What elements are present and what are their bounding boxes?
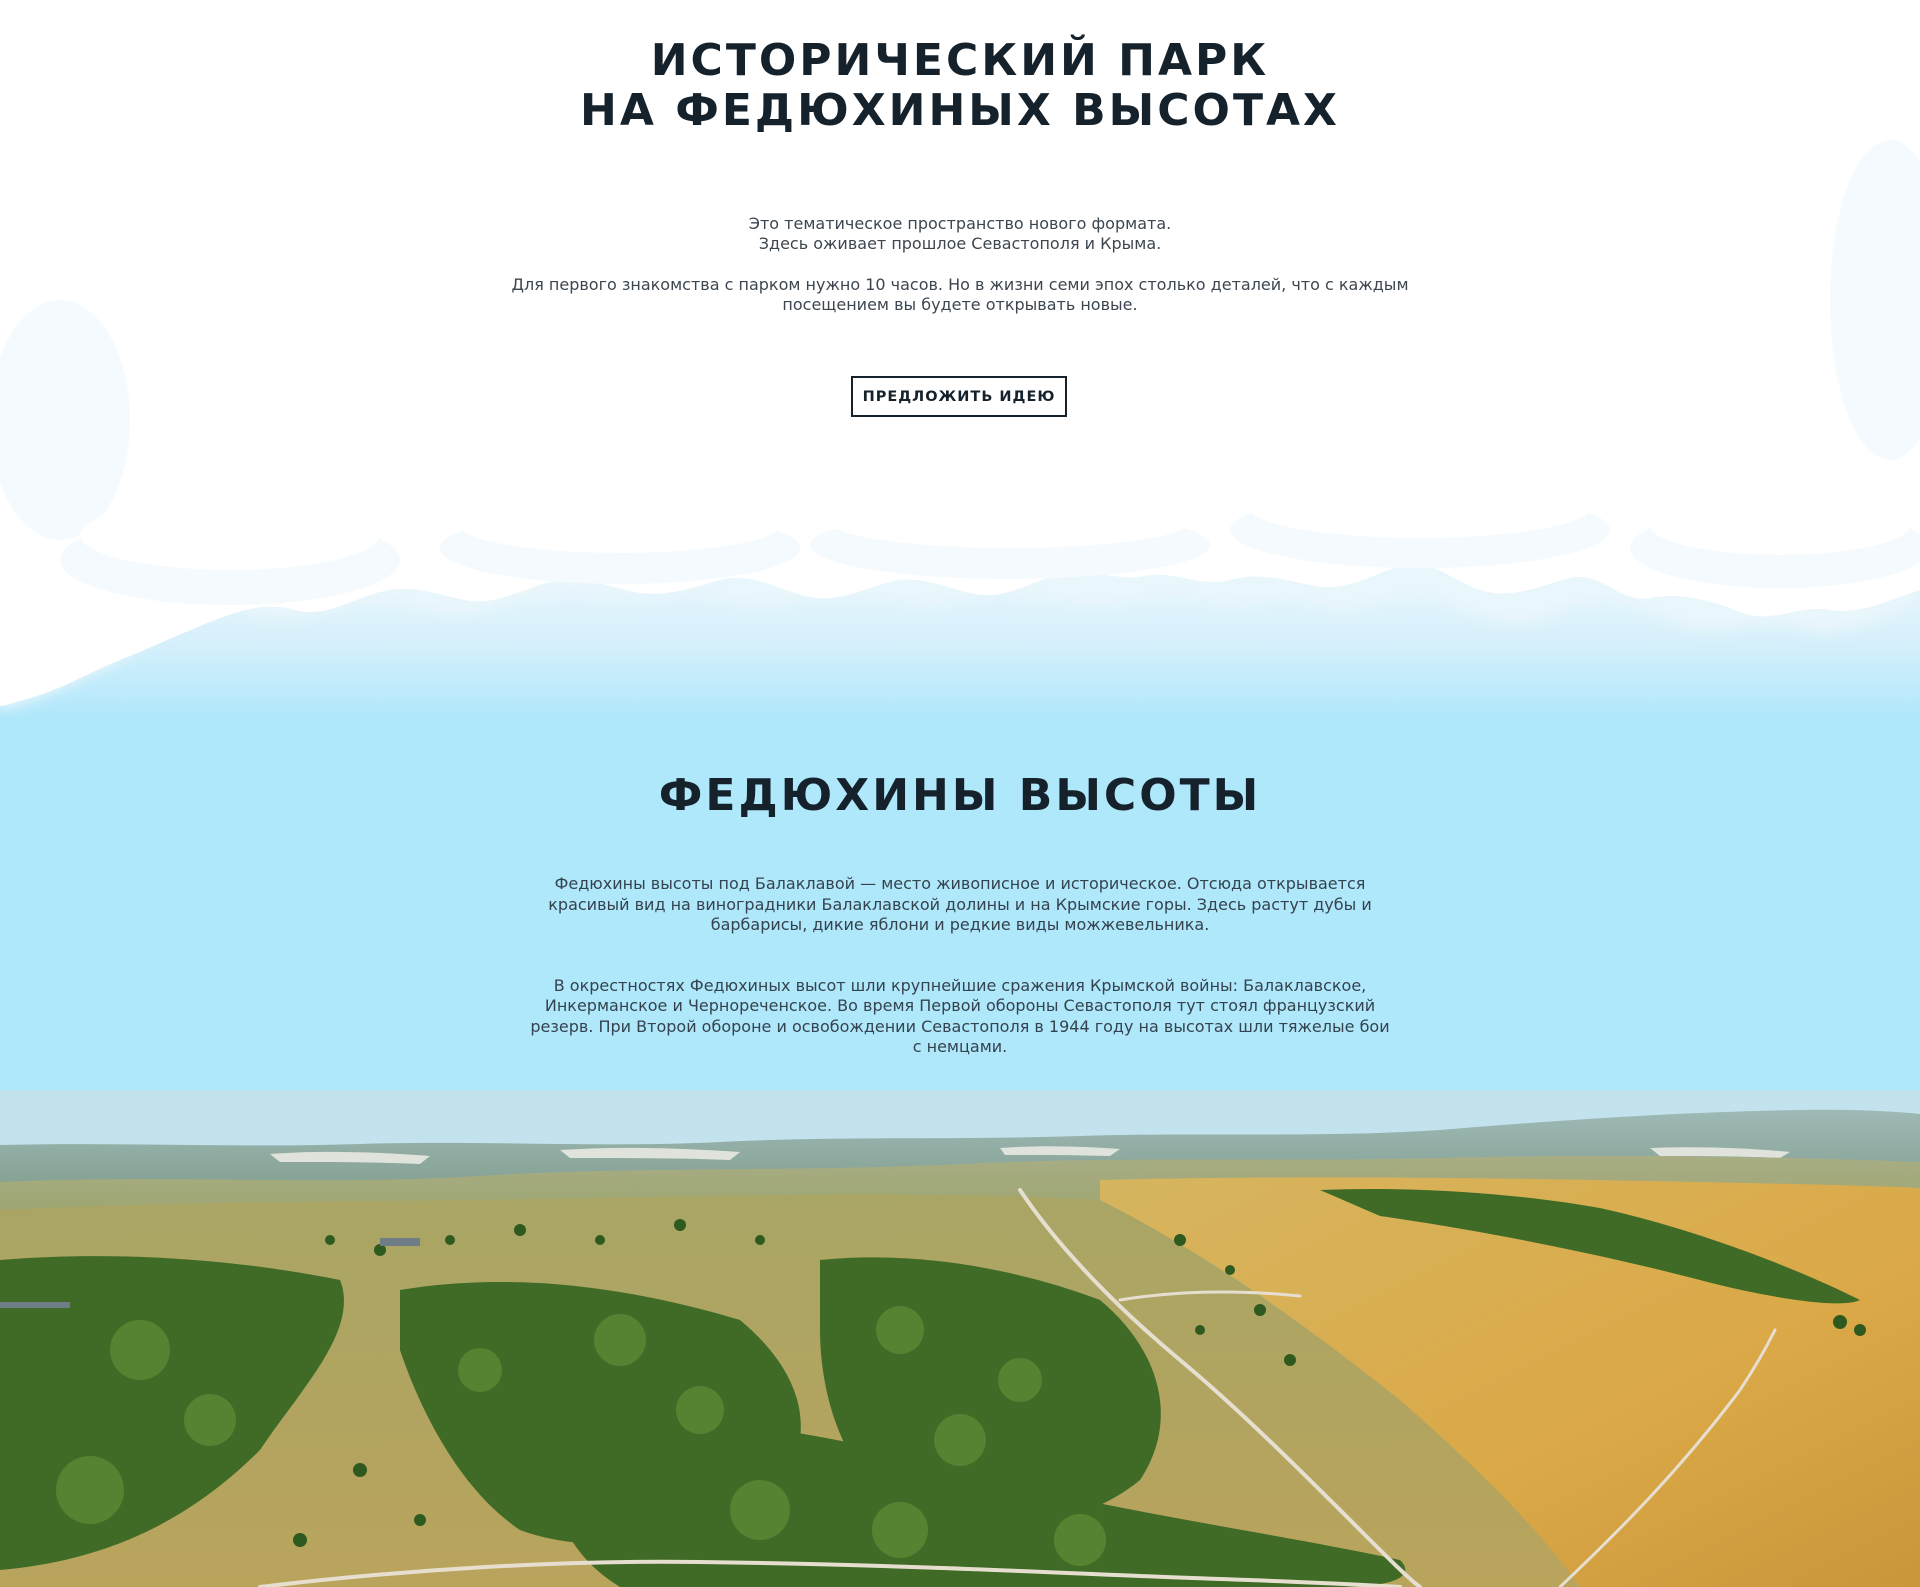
landscape-image bbox=[0, 1090, 1920, 1587]
suggest-idea-button[interactable]: ПРЕДЛОЖИТЬ ИДЕЮ bbox=[851, 376, 1067, 417]
section-description bbox=[520, 874, 1400, 1098]
hero-title bbox=[0, 36, 1920, 136]
hero-paragraph-2-line-1: Для первого знакомства с парком нужно 10 часов. Но в жизни семи эпох столько деталей, что с каждым bbox=[511, 275, 1409, 294]
hero-paragraph-1 bbox=[460, 214, 1460, 254]
section-paragraph-1 bbox=[520, 874, 1400, 936]
hero-title-line-1: ИСТОРИЧЕСКИЙ ПАРК bbox=[650, 35, 1270, 86]
section-paragraph-1-line-1: Федюхины высоты под Балаклавой — место живописное и историческое. Отсюда открывается bbox=[554, 874, 1366, 893]
hero-description bbox=[460, 214, 1460, 336]
section-paragraph-2 bbox=[520, 976, 1400, 1058]
section-title: ФЕДЮХИНЫ ВЫСОТЫ bbox=[658, 770, 1262, 821]
hero-title-line-2: НА ФЕДЮХИНЫХ ВЫСОТАХ bbox=[580, 85, 1340, 136]
hero-paragraph-1-line-1: Это тематическое пространство нового формата. bbox=[748, 214, 1172, 233]
hero-paragraph-2 bbox=[460, 275, 1460, 315]
section-paragraph-1-line-2: красивый вид на виноградники Балаклавской долины и на Крымские горы. Здесь растут дубы и bbox=[548, 894, 1372, 914]
section-paragraph-2-line-4: с немцами. bbox=[912, 1037, 1008, 1056]
section-paragraph-2-line-3: резерв. При Второй обороне и освобождении Севастополя в 1944 году на высотах шли тяжелые бои bbox=[530, 1016, 1390, 1036]
hero-paragraph-2-line-2: посещением вы будете открывать новые. bbox=[782, 295, 1138, 314]
hero-paragraph-1-line-2: Здесь оживает прошлое Севастополя и Крыма. bbox=[758, 234, 1162, 253]
section-paragraph-1-line-3: барбарисы, дикие яблони и редкие виды можжевельника. bbox=[710, 915, 1210, 934]
section-paragraph-2-line-2: Инкерманское и Черноречeнское. Во время Первой обороны Севастополя тут стоял французский bbox=[544, 996, 1376, 1015]
section-paragraph-2-line-1: В окрестностях Федюхиных высот шли крупнейшие сражения Крымской войны: Балаклавское, bbox=[553, 975, 1367, 995]
